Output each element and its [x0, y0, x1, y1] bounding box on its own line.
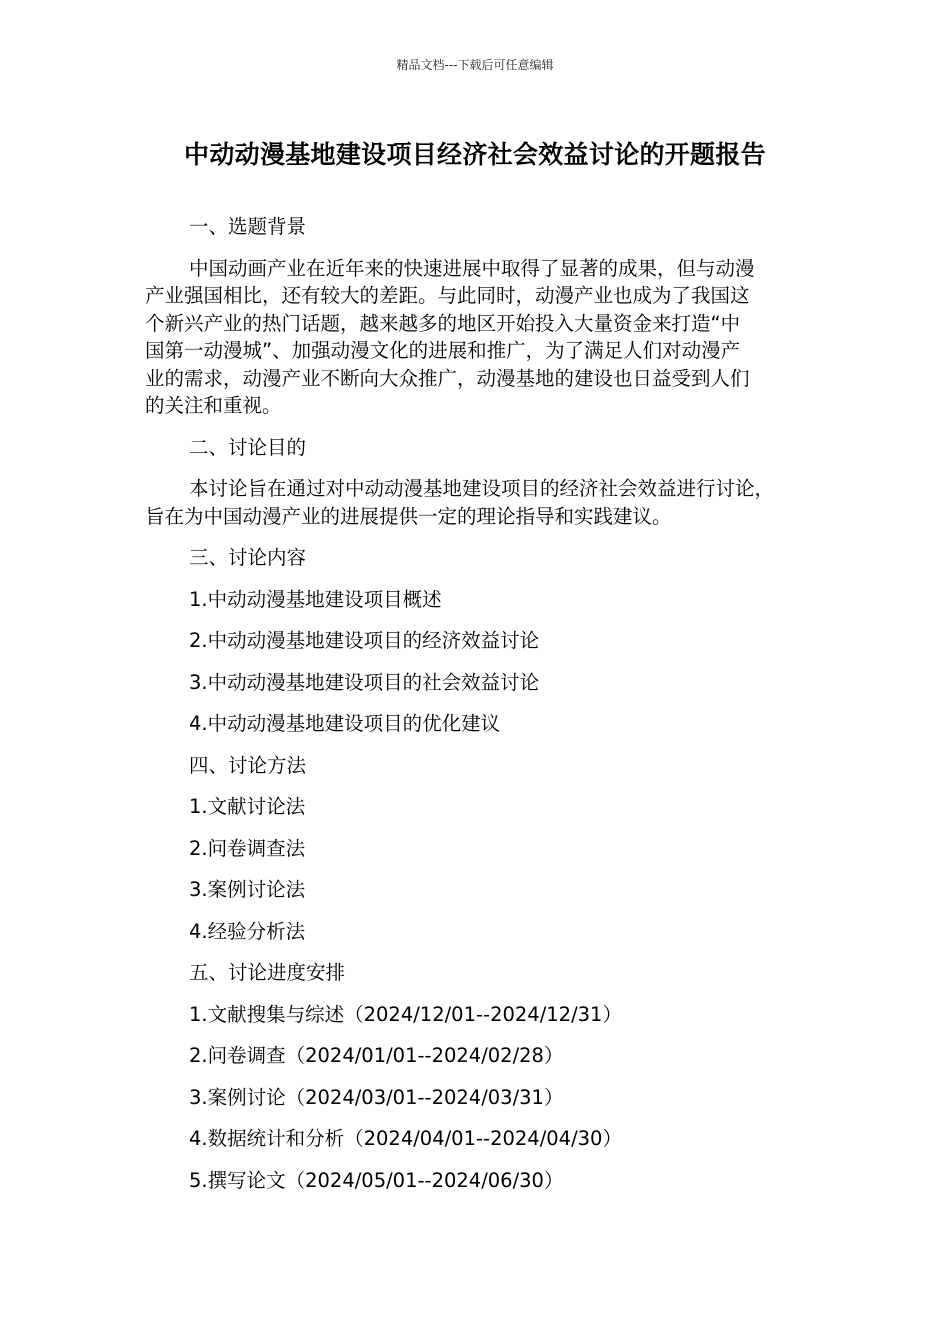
paragraph-line: 本讨论旨在通过对中动动漫基地建设项目的经济社会效益进行讨论，: [189, 477, 775, 500]
list-item: 3.案例讨论法: [189, 878, 306, 901]
list-item: 2.问卷调查法: [189, 836, 306, 860]
schedule-item: 3.案例讨论（2024/03/01--2024/03/31）: [189, 1085, 564, 1109]
list-item: 1.文献讨论法: [189, 795, 306, 818]
section-2-paragraph: [145, 475, 805, 530]
paragraph-line: 业的需求，动漫产业不断向大众推广，动漫基地的建设也日益受到人们: [145, 366, 750, 390]
schedule-item: 1.文献搜集与综述（2024/12/01--2024/12/31）: [189, 1002, 622, 1026]
section-heading-3: 三、讨论内容: [189, 546, 307, 569]
paragraph-line: 的关注和重视。: [145, 394, 282, 417]
document-body: [145, 213, 805, 1194]
list-item: 3.中动动漫基地建设项目的社会效益讨论: [189, 670, 540, 694]
list-item: 4.中动动漫基地建设项目的优化建议: [189, 712, 501, 735]
section-heading-2: 二、讨论目的: [189, 435, 307, 459]
header-note: 精品文档---下载后可任意编辑: [396, 58, 554, 72]
section-1-paragraph: [145, 255, 805, 420]
list-item: 2.中动动漫基地建设项目的经济效益讨论: [189, 629, 540, 652]
paragraph-line: 旨在为中国动漫产业的进展提供一定的理论指导和实践建议。: [145, 504, 672, 528]
list-item: 1.中动动漫基地建设项目概述: [189, 587, 442, 611]
section-heading-5: 五、讨论进度安排: [189, 961, 346, 984]
schedule-item: 4.数据统计和分析（2024/04/01--2024/04/30）: [189, 1127, 622, 1150]
paragraph-line: 产业强国相比，还有较大的差距。与此同时，动漫产业也成为了我国这: [145, 284, 750, 307]
section-heading-4: 四、讨论方法: [189, 753, 307, 777]
section-heading-1: 一、选题背景: [189, 215, 307, 238]
paragraph-line: 个新兴产业的热门话题，越来越多的地区开始投入大量资金来打造“中: [145, 311, 741, 335]
paragraph-line: 中国动画产业在近年来的快速进展中取得了显著的成果，但与动漫: [189, 256, 755, 280]
document-title: 中动动漫基地建设项目经济社会效益讨论的开题报告: [184, 140, 766, 169]
paragraph-line: 国第一动漫城”、加强动漫文化的进展和推广，为了满足人们对动漫产: [145, 339, 741, 362]
schedule-item: 2.问卷调查（2024/01/01--2024/02/28）: [189, 1044, 564, 1067]
schedule-item: 5.撰写论文（2024/05/01--2024/06/30）: [189, 1168, 564, 1192]
list-item: 4.经验分析法: [189, 919, 306, 943]
